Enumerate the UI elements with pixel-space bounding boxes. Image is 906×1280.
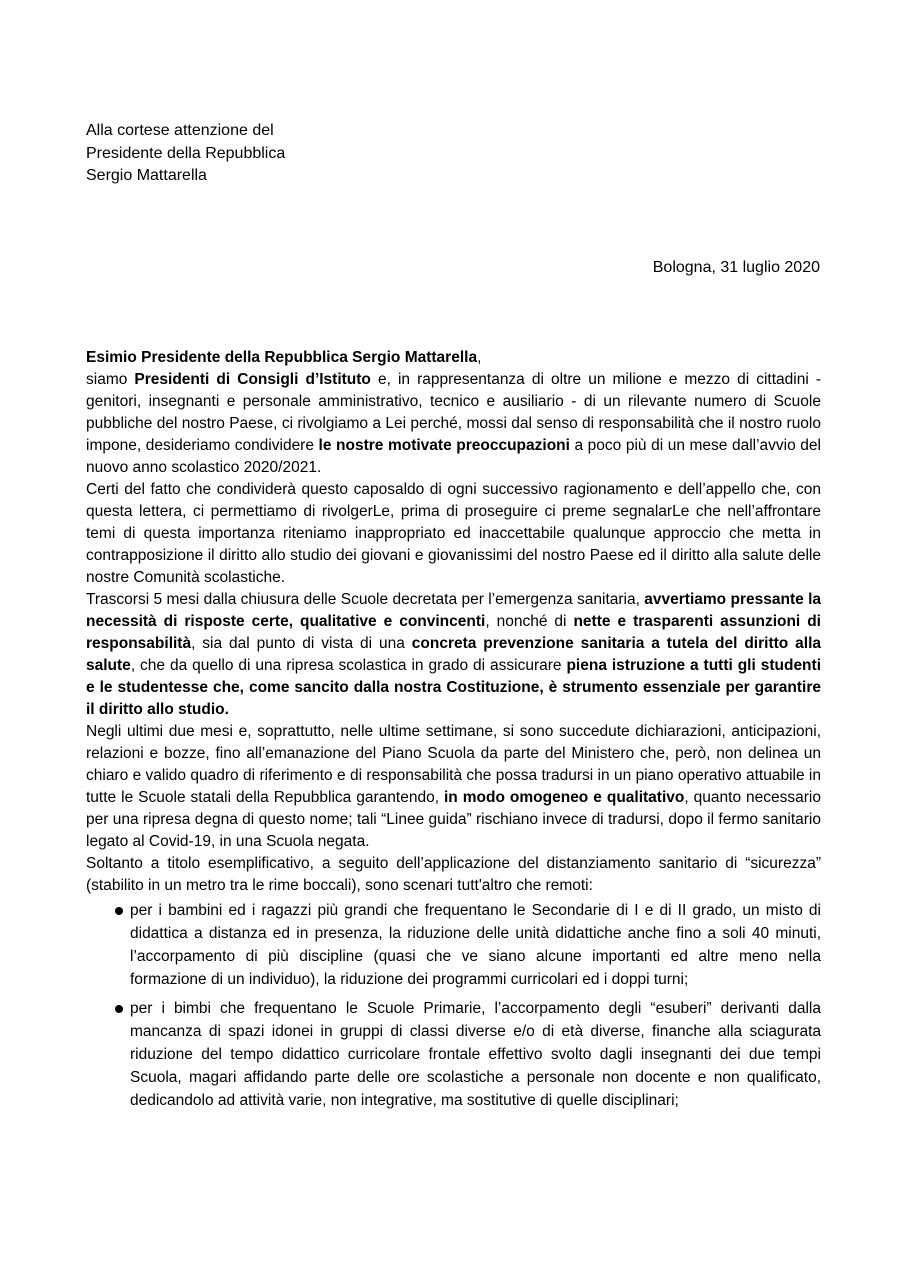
p1-text-2: e, in rappresentanza di oltre un milione e mezzo di cittadini - genitori, insegnanti e personale amministrativo, tecnico e ausiliario - di un rilevante numero di Scuole pubbliche del nostro Paese, ci rivolgiamo a Lei perché, mossi dal senso di responsabilità che il nostro ruolo impone, desideriamo condividere <box>86 371 822 454</box>
letter-body <box>86 347 821 1118</box>
p3-text-2: , nonché di <box>485 613 574 630</box>
bullet-icon <box>115 907 123 915</box>
bullet-icon <box>115 1005 123 1013</box>
p3-text-3: , sia dal punto di vista di una <box>191 635 412 652</box>
paragraph-5: Soltanto a titolo esemplificativo, a seguito dell’applicazione del distanziamento sanitario di “sicurezza” (stabilito in un metro tra le rime boccali), sono scenari tutt'altro che remoti: <box>86 855 821 894</box>
paragraph-2: Certi del fatto che condividerà questo caposaldo di ogni successivo ragionamento e dell’appello che, con questa lettera, ci permettiamo di rivolgerLe, prima di proseguire ci preme segnalarLe che nell’affrontare temi di questa importanza riteniamo inappropriato ed inaccettabile qualunque approccio che metta in contrapposizione il diritto allo studio dei giovani e giovanissimi del nostro Paese ed il diritto alla salute delle nostre Comunità scolastiche. <box>86 481 821 586</box>
salutation-punct: , <box>477 349 482 366</box>
p4-bold-1: in modo omogeneo e qualitativo <box>444 789 685 806</box>
list-item <box>86 899 821 991</box>
p1-bold-2: le nostre motivate preoccupazioni <box>318 437 570 454</box>
paragraph-4 <box>86 721 821 853</box>
salutation <box>86 347 821 369</box>
p3-bold-2: nette e trasparenti assunzioni di responsabilità <box>86 613 821 652</box>
paragraph-1 <box>86 369 821 479</box>
p1-text-3: a poco più di un mese dall’avvio del nuovo anno scolastico 2020/2021. <box>86 437 821 476</box>
list-item-text: per i bambini ed i ragazzi più grandi che frequentano le Secondarie di I e di II grado, un misto di didattica a distanza ed in presenza, la riduzione delle unità didattiche anche fino a soli 40 minuti, l’accorpamento di più discipline (quasi che ve siano alcune importanti ed altre meno nella formazione di un individuo), la riduzione dei programmi curricolari ed i doppi turni; <box>130 902 821 988</box>
p3-bold-4: piena istruzione a tutti gli studenti e le studentesse che, come sancito dalla nostra Costituzione, è strumento essenziale per garantire il diritto allo studio. <box>86 657 821 718</box>
p4-text-1: Negli ultimi due mesi e, soprattutto, nelle ultime settimane, si sono succedute dichiarazioni, anticipazioni, relazioni e bozze, fino all’emanazione del Piano Scuola da parte del Ministero che, però, non delinea un chiaro e valido quadro di riferimento e di responsabilità che possa tradursi in un piano operativo attuabile in tutte le Scuole statali della Repubblica garantendo, <box>86 723 821 806</box>
p4-text-2: , quanto necessario per una ripresa degna di questo nome; tali “Linee guida” rischiano invece di tradursi, dopo il fermo sanitario legato al Covid-19, in una Scuola negata. <box>86 789 822 850</box>
addressee-block <box>86 120 285 188</box>
p3-bold-1: avvertiamo pressante la necessità di risposte certe, qualitative e convincenti <box>86 591 822 630</box>
p3-text-1: Trascorsi 5 mesi dalla chiusura delle Scuole decretata per l’emergenza sanitaria, <box>86 591 645 608</box>
list-item-text: per i bimbi che frequentano le Scuole Primarie, l’accorpamento degli “esuberi” derivanti dalla mancanza di spazi idonei in gruppi di classi diverse e/o di età diverse, finanche alla sciagurata riduzione del tempo didattico curricolare frontale effettivo svolto dagli insegnanti dei due tempi Scuola, magari affidando parte delle ore scolastiche a personale non docente e non qualificato, dedicandolo ad attività varie, non integrative, ma sostitutive di quelle disciplinari; <box>130 1000 821 1109</box>
bullet-list <box>86 899 821 1112</box>
list-item <box>86 997 821 1112</box>
salutation-text: Esimio Presidente della Repubblica Sergio Mattarella <box>86 349 478 366</box>
letter-date: Bologna, 31 luglio 2020 <box>652 259 820 276</box>
paragraph-3 <box>86 589 821 721</box>
p3-text-4: , che da quello di una ripresa scolastica in grado di assicurare <box>130 657 567 674</box>
addressee-line-3: Sergio Mattarella <box>86 167 207 184</box>
p3-bold-3: concreta prevenzione sanitaria a tutela del diritto alla salute <box>86 635 821 674</box>
addressee-line-1: Alla cortese attenzione del <box>86 122 274 139</box>
p1-text-1: siamo <box>86 371 135 388</box>
p1-bold-1: Presidenti di Consigli d’Istituto <box>134 371 371 388</box>
addressee-line-2: Presidente della Repubblica <box>86 144 286 162</box>
